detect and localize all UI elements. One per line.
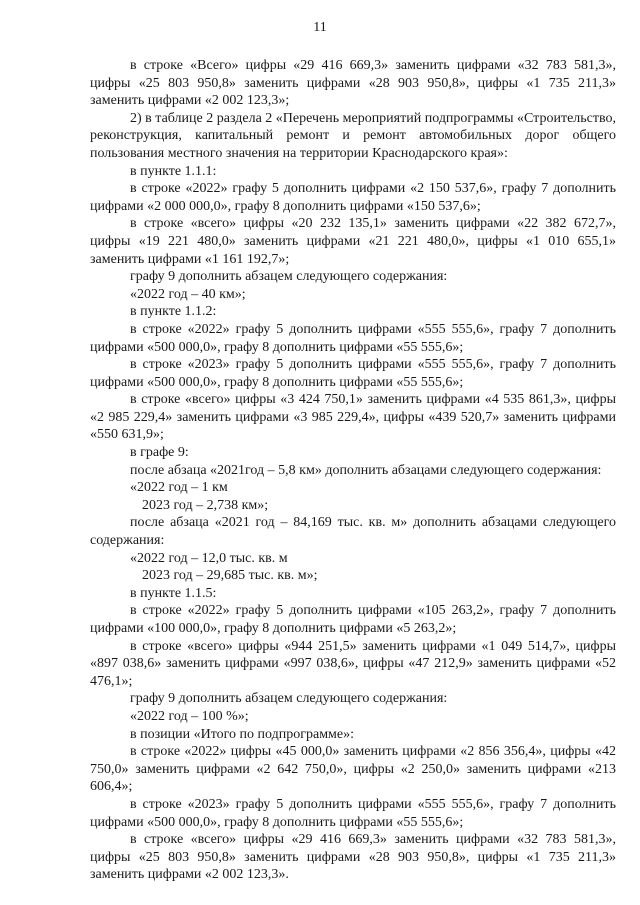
paragraph: «2022 год – 100 %»; bbox=[130, 708, 249, 724]
document-body bbox=[90, 57, 616, 884]
paragraph: в строке «2022» графу 5 дополнить цифрами «105 263,2», графу 7 дополнить цифрами «100 000,0», графу 8 дополнить цифрами «5 263,2»; bbox=[90, 603, 616, 636]
paragraph: после абзаца «2021год – 5,8 км» дополнить абзацами следующего содержания: bbox=[130, 462, 602, 478]
paragraph: в строке «всего» цифры «20 232 135,1» заменить цифрами «22 382 672,7», цифры «19 221 480,0» заменить цифрами «21 221 480,0», цифры «1 010 655,1» заменить цифрами «1 161 192,7»; bbox=[90, 216, 616, 267]
paragraph: в строке «всего» цифры «944 251,5» заменить цифрами «1 049 514,7», цифры «897 038,6» заменить цифрами «997 038,6», цифры «47 212,9» заменить цифрами «52 476,1»; bbox=[90, 638, 616, 689]
page-number: 11 bbox=[313, 20, 327, 35]
paragraph: «2022 год – 1 км bbox=[130, 480, 228, 496]
paragraph: 2023 год – 2,738 км»; bbox=[142, 497, 269, 513]
paragraph: в пункте 1.1.5: bbox=[130, 585, 217, 601]
paragraph: в графе 9: bbox=[130, 445, 189, 461]
paragraph: в позиции «Итого по подпрограмме»: bbox=[130, 726, 355, 742]
paragraph: 2023 год – 29,685 тыс. кв. м»; bbox=[142, 568, 318, 584]
paragraph: в строке «2022» цифры «45 000,0» заменить цифрами «2 856 356,4», цифры «42 750,0» заменить цифрами «2 642 750,0», цифры «2 250,0» заменить цифрами «213 606,4»; bbox=[90, 744, 616, 795]
paragraph: в строке «всего» цифры «29 416 669,3» заменить цифрами «32 783 581,3», цифры «25 803 950,8» заменить цифрами «28 903 950,8», цифры «1 735 211,3» заменить цифрами «2 002 123,3». bbox=[90, 832, 616, 883]
paragraph: в строке «2022» графу 5 дополнить цифрами «2 150 537,6», графу 7 дополнить цифрами «2 000 000,0», графу 8 дополнить цифрами «150 537,6»; bbox=[90, 181, 616, 214]
paragraph: в пункте 1.1.2: bbox=[130, 304, 217, 320]
paragraph: 2) в таблице 2 раздела 2 «Перечень мероприятий подпрограммы «Строительство, реконструкция, капитальный ремонт и ремонт автомобильных дорог общего пользования местного значения на территории Краснодарского края»: bbox=[90, 110, 616, 161]
paragraph: после абзаца «2021 год – 84,169 тыс. кв. м» дополнить абзацами следующего содержания: bbox=[90, 515, 616, 549]
paragraph: в строке «2023» графу 5 дополнить цифрами «555 555,6», графу 7 дополнить цифрами «500 000,0», графу 8 дополнить цифрами «55 555,6»; bbox=[90, 796, 616, 830]
paragraph: графу 9 дополнить абзацем следующего содержания: bbox=[130, 269, 448, 285]
paragraph: «2022 год – 40 км»; bbox=[130, 286, 246, 302]
paragraph: в строке «всего» цифры «3 424 750,1» заменить цифрами «4 535 861,3», цифры «2 985 229,4» заменить цифрами «3 985 229,4», цифры «439 520,7» заменить цифрами «550 631,9»; bbox=[90, 392, 616, 443]
paragraph: графу 9 дополнить абзацем следующего содержания: bbox=[130, 691, 448, 707]
paragraph: «2022 год – 12,0 тыс. кв. м bbox=[130, 550, 288, 566]
paragraph: в строке «Всего» цифры «29 416 669,3» заменить цифрами «32 783 581,3», цифры «25 803 950,8» заменить цифрами «28 903 950,8», цифры «1 735 211,3» заменить цифрами «2 002 123,3»; bbox=[90, 58, 616, 109]
paragraph: в строке «2022» графу 5 дополнить цифрами «555 555,6», графу 7 дополнить цифрами «500 000,0», графу 8 дополнить цифрами «55 555,6»; bbox=[90, 321, 616, 355]
paragraph: в пункте 1.1.1: bbox=[130, 163, 217, 179]
paragraph: в строке «2023» графу 5 дополнить цифрами «555 555,6», графу 7 дополнить цифрами «500 000,0», графу 8 дополнить цифрами «55 555,6»; bbox=[90, 357, 616, 390]
